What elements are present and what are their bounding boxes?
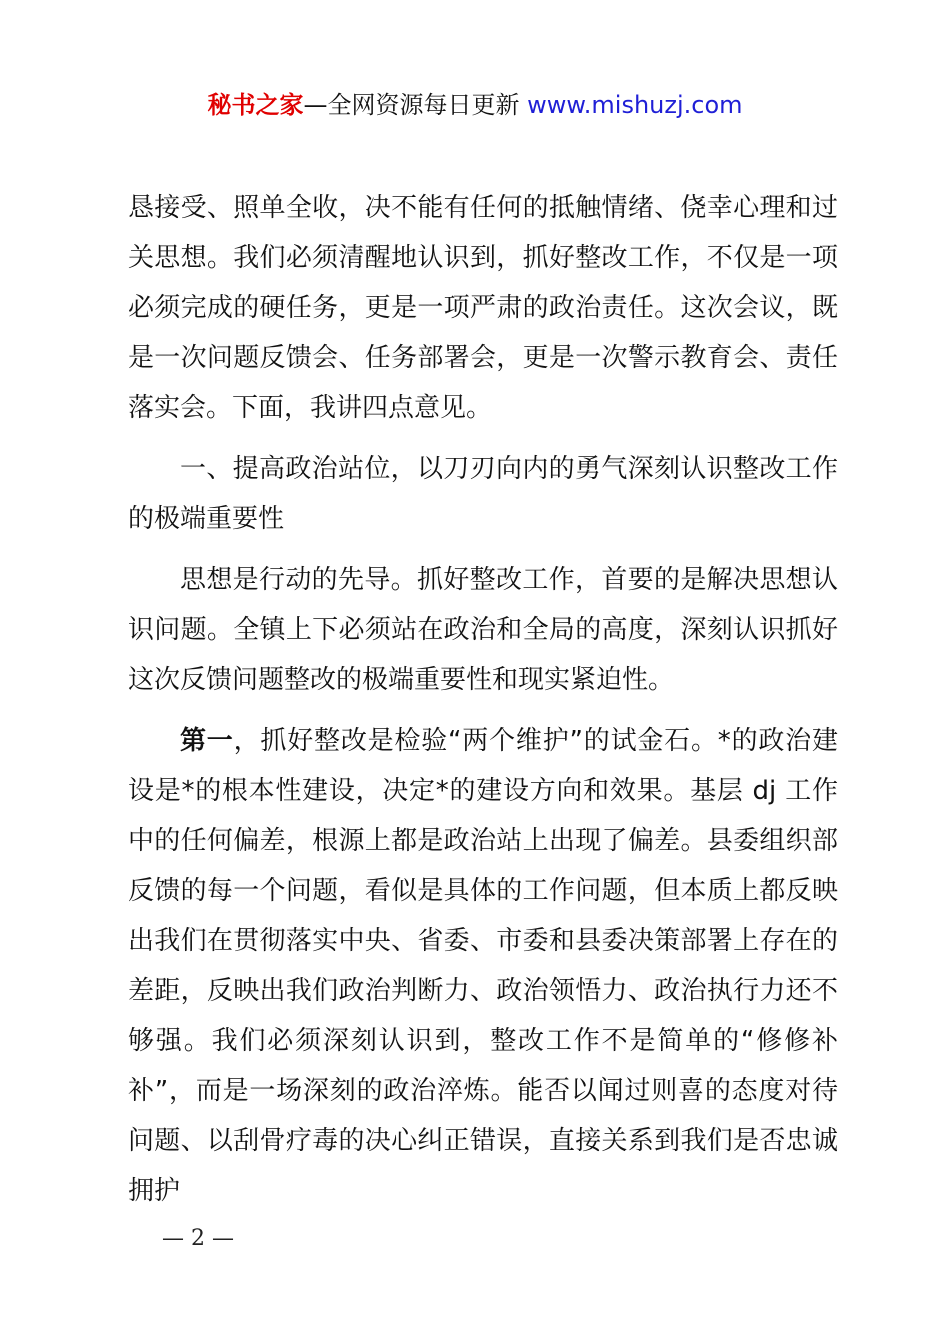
paragraph-intro: 恳接受、照单全收，决不能有任何的抵触情绪、侥幸心理和过关思想。我们必须清醒地认识到，抓好整改工作，不仅是一项必须完成的硬任务，更是一项严肃的政治责任。这次会议，既是一次问题反馈会、任务部署会，更是一次警示教育会、责任落实会。下面，我讲四点意见。	[128, 193, 838, 423]
site-url-link[interactable]: www.mishuzj.com	[527, 91, 743, 119]
brand-name: 秘书之家	[207, 91, 304, 119]
first-point-lead: 第一	[180, 726, 234, 756]
document-body	[128, 183, 838, 1216]
header-tagline: —全网资源每日更新	[303, 91, 520, 119]
site-header	[0, 88, 950, 122]
page-number: — 2 —	[162, 1226, 234, 1251]
paragraph-first-point	[128, 716, 838, 1216]
first-point-text: ，抓好整改是检验“两个维护”的试金石。*的政治建设是*的根本性建设，决定*的建设方向和效果。基层 dj 工作中的任何偏差，根源上都是政治站上出现了偏差。县委组织部反馈的每一个问题，看似是具体的工作问题，但本质上都反映出我们在贯彻落实中央、省委、市委和县委决策部署上存在的差距，反映出我们政治判断力、政治领悟力、政治执行力还不够强。我们必须深刻认识到，整改工作不是简单的“修修补补”，而是一场深刻的政治淬炼。能否以闻过则喜的态度对待问题、以刮骨疗毒的决心纠正错误，直接关系到我们是否忠诚拥护	[128, 726, 838, 1206]
section-heading-1: 一、提高政治站位，以刀刃向内的勇气深刻认识整改工作的极端重要性	[128, 454, 838, 534]
paragraph-thought: 思想是行动的先导。抓好整改工作，首要的是解决思想认识问题。全镇上下必须站在政治和全局的高度，深刻认识抓好这次反馈问题整改的极端重要性和现实紧迫性。	[128, 565, 838, 695]
